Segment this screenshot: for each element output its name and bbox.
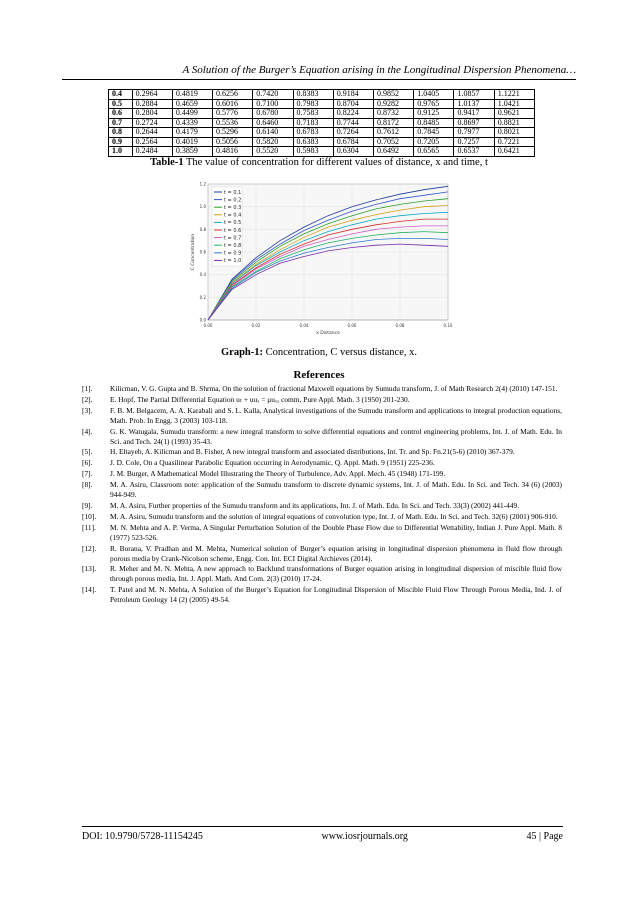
table-cell: 0.7845	[414, 128, 454, 138]
reference-text: F. B. M. Belgacem, A. A. Karabali and S. L. Kalla, Analytical investigations of the Sumudu transform and applications to integral production equations, Math. Prob. In Engg. 3 (2003) 103-118.	[110, 405, 562, 425]
reference-text: J. M. Burger, A Mathematical Model Illustrating the Theory of Turbulence, Adv. Appl. Mech. 45 (1948) 171-199.	[110, 469, 446, 479]
table-cell: 0.7612	[373, 128, 413, 138]
table-cell: 0.6492	[373, 147, 413, 157]
table-cell: 0.5536	[213, 118, 253, 128]
table-caption-label: Table-1	[150, 157, 184, 168]
table-cell: 0.8485	[414, 118, 454, 128]
reference-item	[82, 458, 562, 468]
table-cell: 0.6304	[333, 147, 373, 157]
table-cell: 0.6780	[253, 109, 293, 119]
reference-item	[82, 585, 562, 605]
references-heading: References	[293, 369, 345, 381]
reference-text: J. D. Cole, On a Quasilinear Parabolic Equation occurring in Aerodynamic, Q. Appl. Math. 9 (1951) 225-236.	[110, 458, 435, 468]
table-cell: 0.7052	[373, 137, 413, 147]
references-list	[82, 384, 562, 606]
table-cell: 0.7420	[253, 90, 293, 100]
table-cell: 0.6460	[253, 118, 293, 128]
legend-entry: t = 0.6	[224, 227, 242, 234]
table-row-time-cell: 0.4	[109, 90, 133, 100]
reference-text: M. N. Mehta and A. P. Verma, A Singular Perturbation Solution of the Double Phase Flow due to Differential Wettability, Indian J. Pure Appl. Math. 8 (1977) 523-526.	[110, 522, 562, 542]
reference-number: [1].	[82, 384, 93, 393]
table-cell: 0.9621	[494, 109, 534, 119]
table-cell: 0.7221	[494, 137, 534, 147]
table-caption	[0, 157, 638, 168]
x-tick-label: 0.08	[395, 323, 405, 328]
reference-text: M. A. Asiru, Classroom note: application of the Sumudu transform to discrete dynamic systems, Int. J. of Math. Edu. In Sci. and Tech. 34 (6) (2003) 944-949.	[110, 480, 562, 500]
graph-caption-text: Concentration, C versus distance, x.	[263, 347, 417, 358]
x-axis-label: x Distance	[316, 331, 340, 336]
reference-item	[82, 501, 562, 511]
table-cell: 0.4819	[172, 90, 212, 100]
table-caption-text: The value of concentration for different values of distance, x and time, t	[183, 157, 488, 168]
table-cell: 0.8021	[494, 128, 534, 138]
reference-number: [9].	[82, 500, 93, 510]
reference-number: [10].	[82, 511, 97, 521]
reference-number: [13].	[82, 564, 97, 574]
table-cell: 0.6256	[213, 90, 253, 100]
table-cell: 0.4499	[172, 109, 212, 119]
table-cell: 0.7183	[293, 118, 333, 128]
y-tick-label: 1.0	[199, 204, 206, 210]
x-tick-label: 0.06	[347, 323, 357, 328]
table-cell: 1.0405	[414, 90, 454, 100]
reference-number: [12].	[82, 543, 97, 553]
table-cell: 0.9282	[373, 99, 413, 109]
reference-number: [14].	[82, 585, 97, 595]
table-cell: 0.6537	[454, 147, 494, 157]
table-cell: 0.6140	[253, 128, 293, 138]
page-footer	[82, 826, 563, 842]
table-cell: 0.4816	[213, 147, 253, 157]
table-row	[109, 147, 535, 157]
table-cell: 0.5056	[213, 137, 253, 147]
concentration-chart	[190, 178, 460, 338]
x-tick-label: 0.04	[299, 323, 309, 328]
reference-number: [3].	[82, 405, 93, 415]
footer-website-link[interactable]: www.iosrjournals.org	[321, 831, 408, 842]
reference-item	[82, 406, 562, 426]
y-axis-label: C Concentration	[191, 233, 196, 271]
reference-number: [6].	[82, 458, 93, 468]
reference-item	[82, 447, 562, 457]
y-tick-label: 0.0	[199, 317, 206, 323]
table-cell: 0.2884	[132, 99, 172, 109]
reference-text: T. Patel and M. N. Mehta, A Solution of the Burger’s Equation for Longitudinal Dispersion of Miscible Fluid Flow Through Porous Media, Ind. J. of Petroleum Geology 14 (2) (2005) 49-54.	[110, 585, 562, 605]
reference-item	[82, 469, 562, 479]
table-row-time-cell: 1.0	[109, 147, 133, 157]
table-cell: 0.5296	[213, 128, 253, 138]
footer-page-number: 45 | Page	[526, 831, 563, 842]
reference-text: Kilicman, V. G. Gupta and B. Shrma, On the solution of fractional Maxwell equations by Sumudu transform, J. of Math Research 2(4) (2010) 147-151.	[110, 384, 558, 393]
reference-text: R. Meher and M. N. Mehta, A new approach to Backlund transformations of Burger equation arising in longitudinal dispersion of miscible fluid flow through porous media, Int. J. Appl. Math. And Com. 2(3) (2010) 17-24.	[110, 564, 562, 584]
reference-text: M. A. Asiru, Sumudu transform and the solution of integral equations of convolution type, Int. J. of Math. Edu. In Sci. and Tech. 32(6) (2001) 906-910.	[110, 511, 558, 521]
table-cell: 0.8732	[373, 109, 413, 119]
y-tick-label: 0.8	[199, 226, 206, 232]
table-row-time-cell: 0.6	[109, 109, 133, 119]
y-tick-label: 0.2	[199, 294, 206, 300]
table-cell: 0.8172	[373, 118, 413, 128]
legend-entry: t = 0.8	[224, 243, 242, 249]
reference-number: [7].	[82, 469, 93, 479]
table-cell: 0.6784	[333, 137, 373, 147]
table-cell: 0.4659	[172, 99, 212, 109]
table-row-time-cell: 0.5	[109, 99, 133, 109]
reference-number: [2].	[82, 394, 93, 404]
table-cell: 0.7100	[253, 99, 293, 109]
legend-entry: t = 0.5	[224, 220, 242, 227]
table-cell: 0.5776	[213, 109, 253, 119]
table-cell: 0.7977	[454, 128, 494, 138]
table-cell: 0.6783	[293, 128, 333, 138]
table-cell: 0.9184	[333, 90, 373, 100]
table-row	[109, 90, 535, 100]
legend-entry: t = 0.2	[224, 197, 242, 204]
table-cell: 1.0421	[494, 99, 534, 109]
table-row-time-cell: 0.9	[109, 137, 133, 147]
legend-entry: t = 0.4	[224, 212, 242, 219]
table-row	[109, 128, 535, 138]
table-cell: 0.7205	[414, 137, 454, 147]
table-cell: 0.6421	[494, 147, 534, 157]
x-tick-label: 0.10	[443, 323, 453, 328]
reference-item	[82, 523, 562, 543]
y-tick-label: 0.6	[199, 249, 206, 255]
table-cell: 0.8224	[333, 109, 373, 119]
table-cell: 0.8704	[333, 99, 373, 109]
reference-number: [5].	[82, 447, 93, 457]
legend-entry: t = 1.0	[224, 258, 242, 265]
table-cell: 0.4339	[172, 118, 212, 128]
table-cell: 0.4019	[172, 137, 212, 147]
table-cell: 0.7583	[293, 109, 333, 119]
table-cell: 0.2484	[132, 147, 172, 157]
y-tick-label: 0.4	[199, 272, 206, 278]
reference-item	[82, 395, 562, 405]
reference-number: [4].	[82, 426, 93, 436]
reference-text: H. Eltayeb, A. Kilicman and B. Fisher, A new integral transform and associated distributions, Int. Tr. and Sp. Fn.21(5-6) (2010) 367-379.	[110, 447, 515, 457]
table-cell: 0.5520	[253, 147, 293, 157]
y-tick-label: 1.2	[199, 181, 206, 187]
table-cell: 0.2964	[132, 90, 172, 100]
legend-entry: t = 0.1	[224, 189, 242, 196]
concentration-table	[108, 89, 535, 157]
legend-entry: t = 0.3	[224, 205, 242, 211]
x-tick-label: 0.00	[203, 323, 213, 328]
reference-item	[82, 480, 562, 500]
table-cell: 0.7744	[333, 118, 373, 128]
reference-text: G. K. Watugala, Sumudu transform: a new integral transform to solve differential equations and control engineering problems, Int. J. of Math. Edu. In Sci. and Tech. 24(1) (1993) 35-43.	[110, 426, 562, 446]
table-cell: 0.3859	[172, 147, 212, 157]
table-row	[109, 109, 535, 119]
table-cell: 0.8383	[293, 90, 333, 100]
table-cell: 0.9125	[414, 109, 454, 119]
reference-item	[82, 544, 562, 564]
footer-doi: DOI: 10.9790/5728-11154245	[82, 831, 203, 842]
table-cell: 1.0137	[454, 99, 494, 109]
reference-text: E. Hopf, The Partial Differential Equation uₜ + uuₓ = μuₓₓ comm, Pure Appl. Math. 3 (1950) 201-230.	[110, 394, 410, 404]
table-cell: 0.7257	[454, 137, 494, 147]
table-cell: 0.5983	[293, 147, 333, 157]
table-cell: 0.4179	[172, 128, 212, 138]
table-cell: 1.0857	[454, 90, 494, 100]
table-cell: 0.2804	[132, 109, 172, 119]
table-row-time-cell: 0.8	[109, 128, 133, 138]
graph-caption-label: Graph-1:	[221, 347, 264, 358]
table-cell: 0.7264	[333, 128, 373, 138]
table-cell: 0.6016	[213, 99, 253, 109]
table-cell: 0.9852	[373, 90, 413, 100]
reference-item	[82, 564, 562, 584]
reference-text: R. Borana, V. Pradhan and M. Mehta, Numerical solution of Burger’s equation arising in longitudinal dispersion phenomena in fluid flow through porous media by Crank-Nicolson scheme, Engg. Con. Int. ECI Digital Archieves (2014).	[110, 543, 562, 563]
reference-number: [8].	[82, 480, 93, 490]
reference-item	[82, 427, 562, 447]
table-cell: 1.1221	[494, 90, 534, 100]
running-header: A Solution of the Burger’s Equation arising in the Longitudinal Dispersion Phenomena…	[62, 64, 576, 80]
table-cell: 0.6383	[293, 137, 333, 147]
table-cell: 0.7983	[293, 99, 333, 109]
table-cell: 0.9765	[414, 99, 454, 109]
reference-item	[82, 512, 562, 522]
table-cell: 0.8697	[454, 118, 494, 128]
table-cell: 0.2644	[132, 128, 172, 138]
table-cell: 0.6565	[414, 147, 454, 157]
reference-text: M. A. Asiru, Further properties of the Sumudu transform and its applications, Int. J. of Math. Edu. In Sci. and Tech. 33(3) (2002) 441-449.	[110, 500, 520, 510]
reference-item	[82, 384, 562, 394]
table-cell: 0.5820	[253, 137, 293, 147]
table-cell: 0.8821	[494, 118, 534, 128]
table-cell: 0.9417	[454, 109, 494, 119]
legend-entry: t = 0.9	[224, 250, 242, 257]
graph-caption	[0, 347, 638, 358]
table-cell: 0.2724	[132, 118, 172, 128]
x-tick-label: 0.02	[251, 323, 261, 328]
legend-entry: t = 0.7	[224, 235, 242, 242]
table-row-time-cell: 0.7	[109, 118, 133, 128]
table-cell: 0.2564	[132, 137, 172, 147]
reference-number: [11].	[82, 522, 96, 532]
